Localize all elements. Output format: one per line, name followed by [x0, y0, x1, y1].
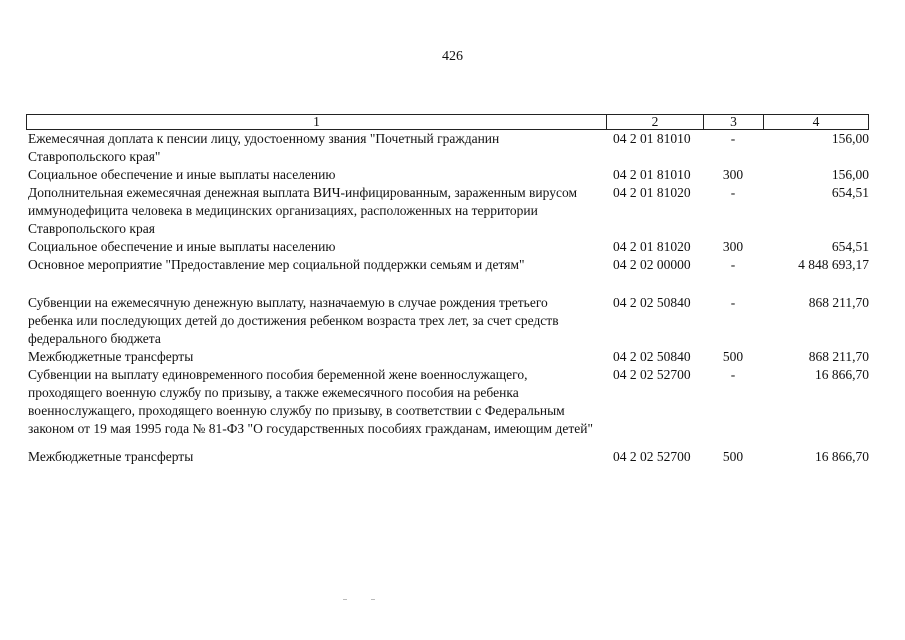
row-type: - — [730, 131, 736, 146]
scan-speck — [371, 599, 375, 600]
table-row — [26, 166, 869, 184]
row-name: Социальное обеспечение и иные выплаты населению — [28, 167, 336, 182]
table-row — [26, 130, 869, 166]
table-row — [26, 294, 869, 348]
row-code: 04 2 02 52700 — [613, 367, 691, 382]
row-spacer — [26, 274, 869, 294]
row-type: 500 — [722, 349, 744, 364]
page-number: 426 — [442, 49, 463, 64]
column-header-1: 1 — [27, 115, 607, 129]
row-amount: 654,51 — [831, 239, 869, 254]
row-name: Межбюджетные трансферты — [28, 449, 194, 464]
row-code: 04 2 01 81020 — [613, 185, 691, 200]
row-type: - — [730, 295, 736, 310]
table-row — [26, 348, 869, 366]
row-amount: 16 866,70 — [815, 367, 869, 382]
row-type: - — [730, 367, 736, 382]
table-row — [26, 256, 869, 274]
row-name: Ежемесячная доплата к пенсии лицу, удостоенному звания "Почетный гражданин Ставропольского края" — [28, 131, 500, 164]
table-row — [26, 448, 869, 466]
row-amount: 156,00 — [831, 131, 869, 146]
row-spacer — [26, 438, 869, 448]
table-header-row — [26, 114, 869, 130]
row-code: 04 2 01 81020 — [613, 239, 691, 254]
row-code: 04 2 02 50840 — [613, 349, 691, 364]
row-name: Субвенции на ежемесячную денежную выплату, назначаемую в случае рождения третьего ребенка или последующих детей до достижения ребенком возраста трех лет, за счет средств федерального бюджета — [28, 295, 559, 346]
row-code: 04 2 02 50840 — [613, 295, 691, 310]
row-name: Межбюджетные трансферты — [28, 349, 194, 364]
row-code: 04 2 01 81010 — [613, 167, 691, 182]
table-row — [26, 238, 869, 256]
row-amount: 4 848 693,17 — [798, 257, 869, 272]
column-header-3: 3 — [704, 115, 764, 129]
budget-table — [26, 114, 869, 466]
row-amount: 868 211,70 — [808, 295, 869, 310]
row-amount: 868 211,70 — [808, 349, 869, 364]
table-row — [26, 184, 869, 238]
row-name: Социальное обеспечение и иные выплаты населению — [28, 239, 336, 254]
row-name: Дополнительная ежемесячная денежная выплата ВИЧ-инфицированным, зараженным вирусом иммунодефицита человека в медицинских организациях, расположенных на территории Ставропольского края — [28, 185, 577, 236]
table-row — [26, 366, 869, 438]
column-header-4: 4 — [812, 114, 820, 129]
row-code: 04 2 02 52700 — [613, 449, 691, 464]
row-amount: 16 866,70 — [815, 449, 869, 464]
row-type: - — [730, 257, 736, 272]
row-type: 300 — [722, 167, 744, 182]
row-name: Субвенции на выплату единовременного пособия беременной жене военнослужащего, проходящего военную службу по призыву, а также ежемесячного пособия на ребенка военнослужащего, проходящего военную службу по призыву, в соответствии с Федеральным законом от 19 мая 1995 года № 81-ФЗ "О государственных пособиях гражданам, имеющим детей" — [28, 367, 593, 436]
row-code: 04 2 01 81010 — [613, 131, 691, 146]
column-header-2: 2 — [607, 115, 704, 129]
row-type: - — [730, 185, 736, 200]
scan-speck — [343, 599, 347, 600]
row-type: 300 — [722, 239, 744, 254]
row-amount: 156,00 — [831, 167, 869, 182]
row-amount: 654,51 — [831, 185, 869, 200]
row-name: Основное мероприятие "Предоставление мер социальной поддержки семьям и детям" — [28, 257, 525, 272]
row-code: 04 2 02 00000 — [613, 257, 691, 272]
row-type: 500 — [722, 449, 744, 464]
